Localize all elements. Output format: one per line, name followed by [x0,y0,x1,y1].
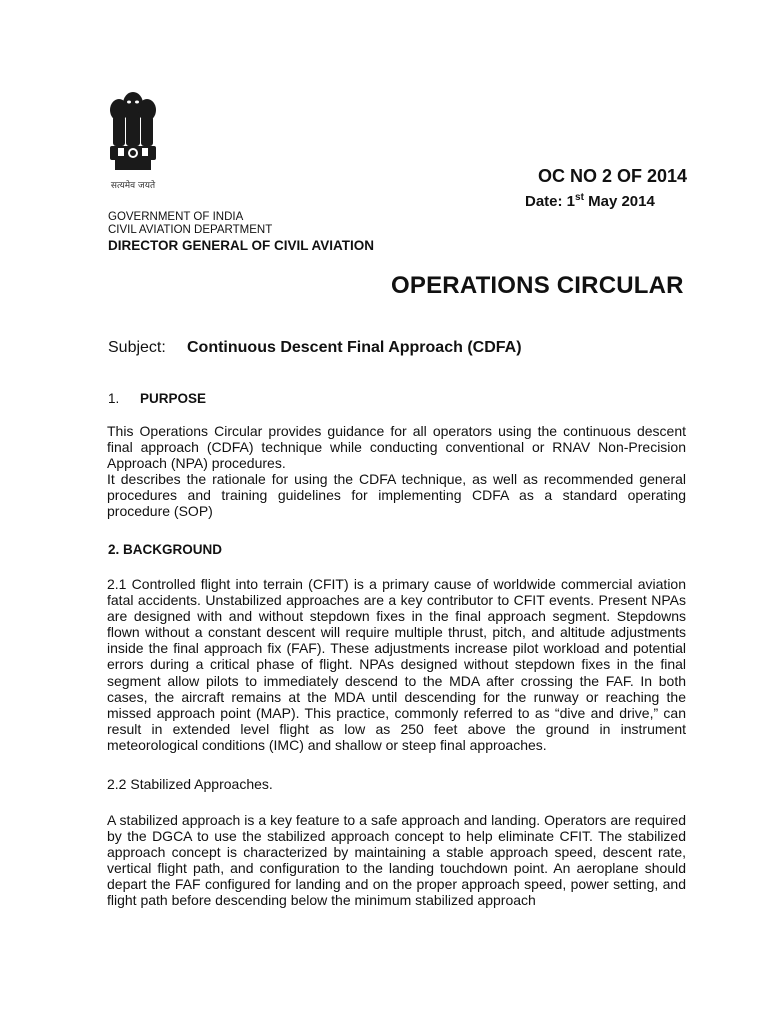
document-title: OPERATIONS CIRCULAR [391,272,684,299]
section-1-title: PURPOSE [140,391,207,406]
oc-number: OC NO 2 OF 2014 [538,166,688,186]
subject-label: Subject: [108,339,166,356]
stabilized-approaches-paragraph: A stabilized approach is a key feature to a safe approach and landing. Operators are required by the DGCA to use the stabilized approach concept to help eliminate CFIT. The stabilized approach concept is characterized by maintaining a stable approach speed, descent rate, vertical flight path, and configuration to the landing touchdown point. An aeroplane should depart the FAF configured for landing and on the proper approach speed, power setting, and flight path before descending below the minimum stabilized approach [107,812,686,909]
purpose-paragraph [107,423,686,520]
date-ordinal-suffix: st [575,192,584,203]
date-prefix: Date: 1 [525,193,576,210]
government-line: GOVERNMENT OF INDIA [108,211,244,223]
state-emblem-icon [105,88,161,188]
subject-text: Continuous Descent Final Approach (CDFA) [187,339,522,356]
emblem-motto: सत्यमेव जयते [110,181,156,191]
purpose-text-1: This Operations Circular provides guidance for all operators using the continuous descent final approach (CDFA) technique while conducting conventional or RNAV Non-Precision Approach (NPA) procedures. [107,423,686,472]
date-rest: May 2014 [583,193,655,210]
purpose-text-2: It describes the rationale for using the CDFA technique, as well as recommended general procedures and training guidelines for implementing CDFA as a standard operating procedure (SOP) [107,471,686,520]
section-1-number: 1. [108,391,120,406]
section-2-heading: 2. BACKGROUND [108,542,223,557]
directorate-line: DIRECTOR GENERAL OF CIVIL AVIATION [108,238,375,253]
circular-date [525,192,655,210]
background-paragraph-2-1: 2.1 Controlled flight into terrain (CFIT) is a primary cause of worldwide commercial aviation fatal accidents. Unstabilized approaches are a key contributor to CFIT events. Present NPAs are designed with and without stepdown fixes in the final approach segment. Stepdowns flown without a constant descent will require multiple thrust, pitch, and altitude adjustments inside the final approach fix (FAF). These adjustments increase pilot workload and potential errors during a critical phase of flight. NPAs designed without stepdown fixes in the final segment allow pilots to immediately descend to the MDA after crossing the FAF. In both cases, the aircraft remains at the MDA until descending for the runway or reaching the missed approach point (MAP). This practice, commonly referred to as “dive and drive,” can result in extended level flight as low as 250 feet above the ground in instrument meteorological conditions (IMC) and shallow or steep final approaches. [107,576,686,753]
stabilized-approaches-heading: 2.2 Stabilized Approaches. [107,776,273,792]
department-line: CIVIL AVIATION DEPARTMENT [108,224,273,236]
